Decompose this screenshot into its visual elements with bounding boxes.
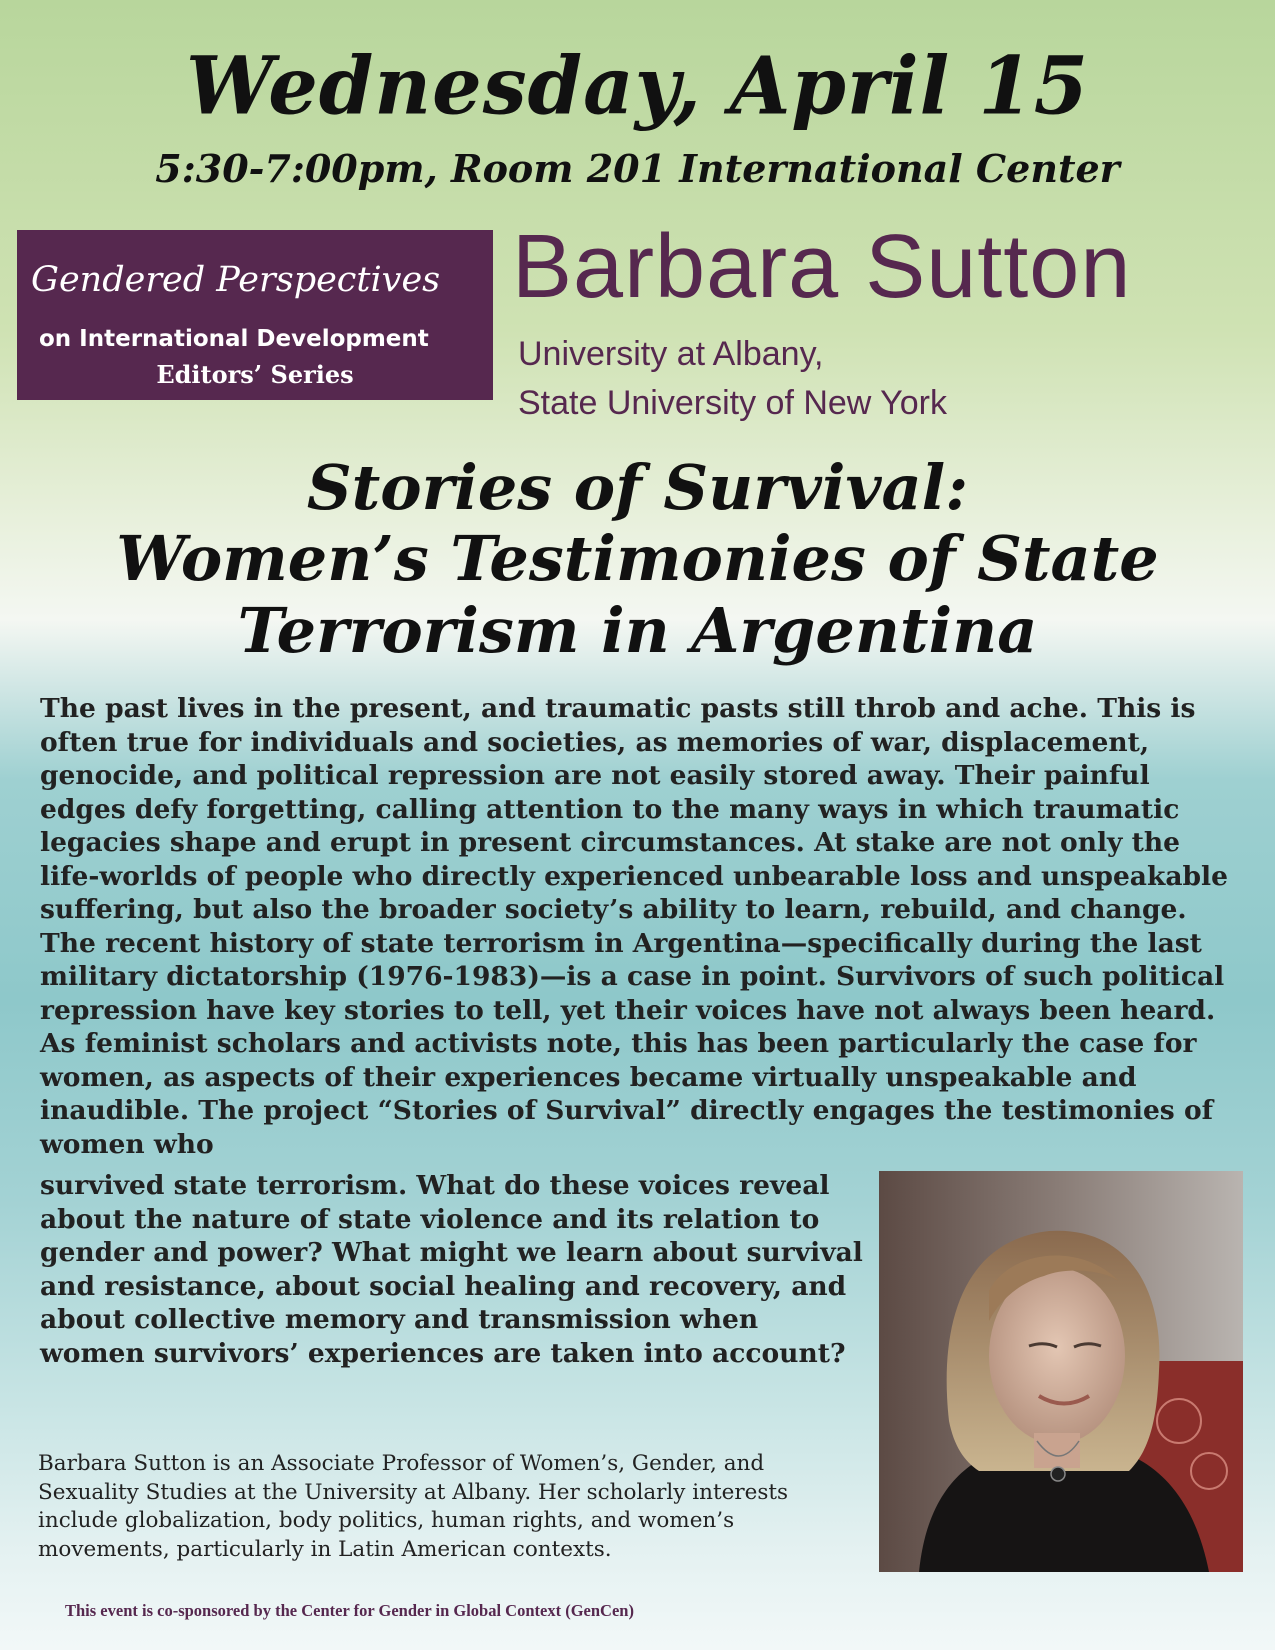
speaker-affiliation — [518, 330, 947, 429]
series-editors: Editors’ Series — [156, 360, 354, 389]
abstract-paragraph-part-1: The past lives in the present, and traumatic pasts still throb and ache. This is often true for individuals and societies, as memories of war, displacement, genocide, and political repression are not easily stored away. Their painful edges defy forgetting, calling attention to the many ways in which traumatic legacies shape and erupt in present circumstances. At stake are not only the life-worlds of people who directly experienced unbearable loss and unspeakable suffering, but also the broader society’s ability to learn, rebuild, and change. The recent history of state terrorism in Argentina—specifically during the last military dictatorship (1976-1983)—is a case in point. Survivors of such political repression have key stories to tell, yet their voices have not always been heard. As feminist scholars and activists note, this has been particularly the case for women, as aspects of their experiences became virtually unspeakable and inaudible. The project “Stories of Survival” directly engages the testimonies of women who — [40, 693, 1228, 1160]
affiliation-line-1: University at Albany, — [518, 335, 824, 373]
series-subtitle: on International Development — [39, 326, 429, 352]
talk-title-line-1: Stories of Survival: — [306, 451, 969, 524]
talk-title — [0, 452, 1275, 666]
event-time-room: 5:30-7:00pm, Room 201 International Center — [155, 146, 1120, 191]
speaker-photo — [879, 1171, 1243, 1572]
speaker-name: Barbara Sutton — [512, 217, 1132, 317]
affiliation-line-2: State University of New York — [518, 384, 947, 423]
talk-title-line-3: Terrorism in Argentina — [237, 593, 1038, 667]
event-date: Wednesday, April 15 — [185, 40, 1089, 133]
series-logo — [17, 230, 493, 400]
speaker-bio: Barbara Sutton is an Associate Professor of Women’s, Gender, and Sexuality Studies at the University at Albany. Her scholarly interests include globalization, body politics, human rights, and women’s movements, particularly in Latin American contexts. — [38, 1451, 789, 1562]
abstract-paragraph-part-2: survived state terrorism. What do these voices reveal about the nature of state violence and its relation to gender and power? What might we learn about survival and resistance, about social healing and recovery, and about collective memory and transmission when women survivors’ experiences are taken into account? — [40, 1170, 863, 1369]
sponsor-note: This event is co-sponsored by the Center for Gender in Global Context (GenCen) — [65, 1601, 634, 1620]
talk-title-line-2: Women’s Testimonies of State — [116, 522, 1159, 596]
series-script-title: Gendered Perspectives — [31, 260, 441, 300]
